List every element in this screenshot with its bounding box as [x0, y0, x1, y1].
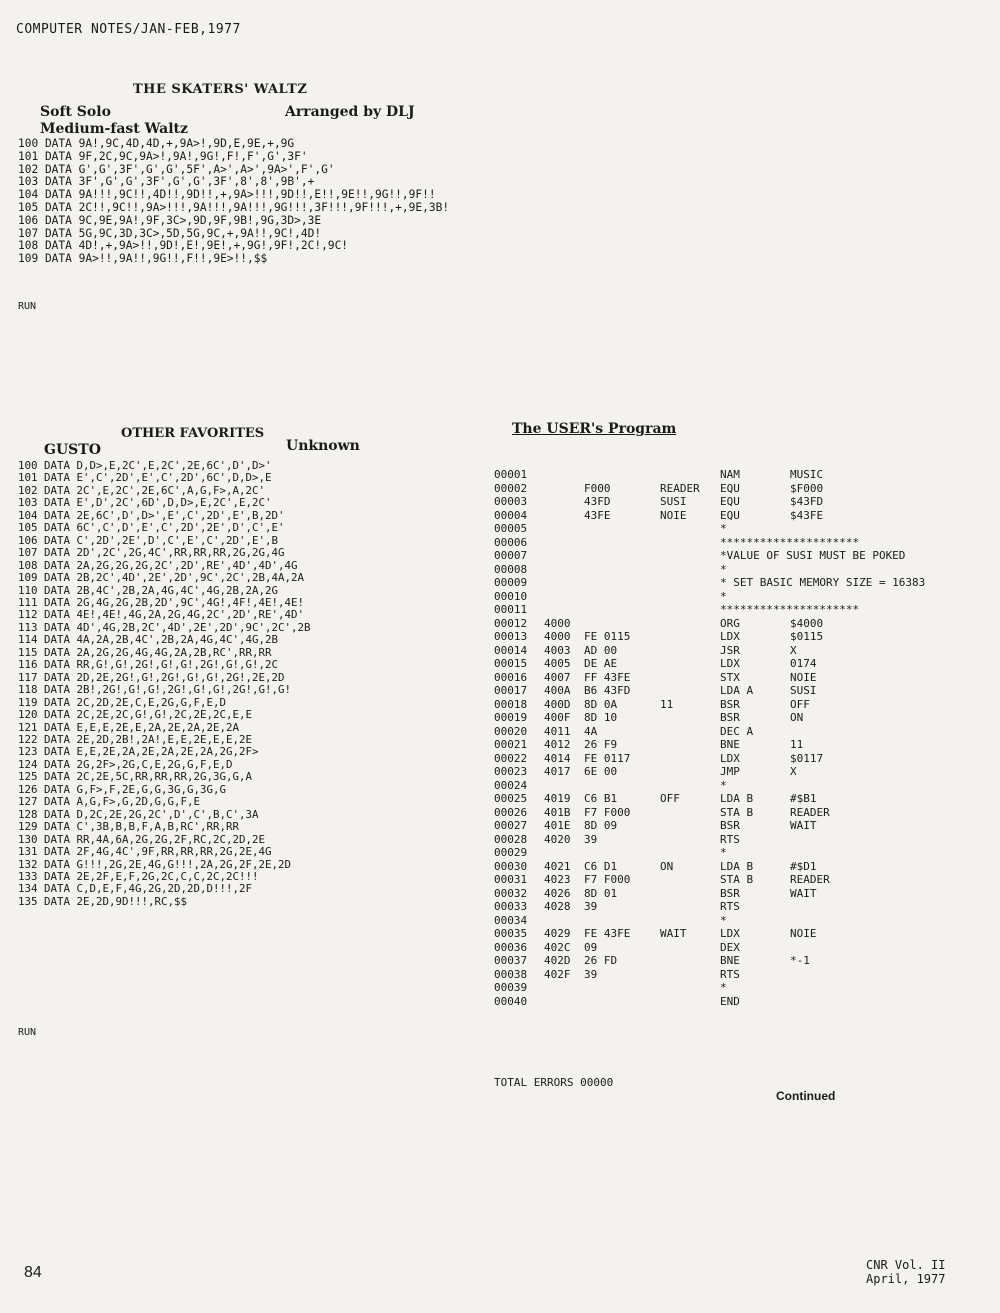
waltz-run-command: RUN — [18, 301, 37, 312]
label: ON — [660, 859, 674, 873]
code-line: 134 DATA C,D,E,F,4G,2G,2D,2D,D!!!,2F — [18, 882, 253, 896]
mnemonic: * — [720, 522, 727, 535]
address: 4011 — [544, 724, 571, 738]
code-line: 109 DATA 9A>!!,9A!!,9G!!,F!!,9E>!!,$$ — [18, 252, 268, 266]
address: 4019 — [544, 792, 571, 805]
page-number: 84 — [24, 1264, 42, 1281]
code-line: 127 DATA A,G,F>,G,2D,G,G,F,E — [18, 795, 201, 809]
address: 4000 — [544, 616, 571, 630]
code-line: 107 DATA 5G,9C,3D,3C>,5D,5G,9C,+,9A!!,9C!,4D! — [18, 226, 322, 240]
line-number: 00026 — [494, 805, 528, 819]
page-header: COMPUTER NOTES/JAN-FEB,1977 — [16, 22, 241, 37]
code-line: 108 DATA 4D!,+,9A>!!,9D!,E!,9E!,+,9G!,9F!,2C!,9C! — [18, 239, 349, 253]
continued-label: Continued — [776, 1089, 836, 1103]
mnemonic: BNE — [720, 954, 740, 967]
gusto-label: GUSTO — [44, 442, 101, 458]
code-line: 133 DATA 2E,2F,E,F,2G,2C,C,C,2C,2C!!! — [18, 869, 259, 883]
other-favorites-title: OTHER FAVORITES — [121, 426, 265, 441]
code-line: 135 DATA 2E,2D,9D!!!,RC,$$ — [18, 894, 188, 908]
line-number: 00033 — [494, 900, 528, 913]
line-number: 00027 — [494, 819, 528, 832]
code-line: 110 DATA 2B,4C',2B,2A,4G,4C',4G,2B,2A,2G — [18, 583, 279, 597]
operand: $0115 — [790, 630, 824, 643]
code-line: 124 DATA 2G,2F>,2G,C,E,2G,G,F,E,D — [18, 757, 233, 771]
address: 402C — [544, 940, 571, 954]
line-number: 00025 — [494, 792, 528, 805]
operand: 0174 — [790, 657, 817, 670]
mnemonic: * — [720, 589, 727, 603]
code-line: 119 DATA 2C,2D,2E,C,E,2G,G,F,E,D — [18, 695, 227, 709]
mnemonic: BNE — [720, 738, 740, 751]
code-line: 102 DATA G',G',3F',G',G',5F',A>',A>',9A>',F',G' — [18, 162, 335, 176]
line-number: 00029 — [494, 846, 528, 859]
opcode: FE 0115 — [584, 630, 631, 643]
line-number: 00013 — [494, 630, 528, 643]
address: 402F — [544, 967, 571, 981]
code-line: 101 DATA 9F,2C,9C,9A>!,9A!,9G!,F!,F',G',3F' — [18, 149, 308, 163]
mnemonic: * — [720, 981, 727, 994]
code-line: 125 DATA 2C,2E,5C,RR,RR,RR,2G,3G,G,A — [18, 770, 253, 784]
code-line: 112 DATA 4E!,4E!,4G,2A,2G,4G,2C',2D',RE',4D' — [18, 608, 305, 622]
mnemonic: RTS — [720, 900, 740, 913]
line-number: 00012 — [494, 616, 528, 630]
mnemonic: EQU — [720, 495, 740, 508]
line-number: 00021 — [494, 738, 528, 751]
line-number: 00002 — [494, 481, 528, 495]
mnemonic: BSR — [720, 819, 740, 832]
operand: $4000 — [790, 616, 824, 630]
operand: WAIT — [790, 819, 817, 832]
mnemonic: EQU — [720, 481, 740, 495]
mnemonic: LDA B — [720, 859, 754, 873]
address: 400D — [544, 697, 571, 711]
mnemonic: ********************* — [720, 603, 860, 616]
line-number: 00001 — [494, 468, 528, 481]
operand: #$B1 — [790, 792, 817, 805]
operand: $43FD — [790, 495, 824, 508]
line-number: 00030 — [494, 859, 528, 873]
waltz-arranged-by: Arranged by DLJ — [285, 104, 415, 120]
address: 4003 — [544, 643, 571, 657]
total-errors: TOTAL ERRORS 00000 — [494, 1076, 614, 1089]
issue-date: April, 1977 — [866, 1272, 946, 1286]
line-number: 00005 — [494, 522, 528, 535]
mnemonic: STX — [720, 670, 740, 684]
operand: $F000 — [790, 481, 824, 495]
code-line: 104 DATA 9A!!!,9C!!,4D!!,9D!!,+,9A>!!!,9D!!,E!!,9E!!,9G!!,9F!! — [18, 188, 436, 202]
mnemonic: ORG — [720, 616, 740, 630]
mnemonic: * SET BASIC MEMORY SIZE = 16383 — [720, 576, 926, 589]
line-number: 00023 — [494, 765, 528, 778]
opcode: F7 F000 — [584, 873, 631, 886]
code-line: 116 DATA RR,G!,G!,2G!,G!,G!,2G!,G!,G!,2C — [18, 658, 279, 672]
mnemonic: LDX — [720, 657, 740, 670]
line-number: 00040 — [494, 994, 528, 1008]
opcode: FF 43FE — [584, 670, 631, 684]
code-line: 132 DATA G!!!,2G,2E,4G,G!!!,2A,2G,2F,2E,2D — [18, 857, 292, 871]
line-number: 00019 — [494, 711, 528, 724]
line-number: 00016 — [494, 670, 528, 684]
line-number: 00008 — [494, 562, 528, 576]
code-line: 130 DATA RR,4A,6A,2G,2G,2F,RC,2C,2D,2E — [18, 832, 266, 846]
code-line: 121 DATA E,E,E,2E,E,2A,2E,2A,2E,2A — [18, 720, 240, 734]
opcode: FE 0117 — [584, 751, 631, 765]
line-number: 00037 — [494, 954, 528, 967]
address: 401B — [544, 805, 571, 819]
code-line: 115 DATA 2A,2G,2G,4G,4G,2A,2B,RC',RR,RR — [18, 645, 272, 659]
opcode: 26 FD — [584, 954, 618, 967]
operand: 11 — [790, 738, 804, 751]
line-number: 00020 — [494, 724, 528, 738]
line-number: 00017 — [494, 684, 528, 697]
opcode: 09 — [584, 940, 598, 954]
address: 401E — [544, 819, 571, 832]
waltz-subtitle-soft-solo: Soft Solo — [40, 104, 111, 120]
code-line: 105 DATA 6C',C',D',E',C',2D',2E',D',C',E' — [18, 521, 285, 535]
waltz-subtitle-tempo: Medium-fast Waltz — [40, 121, 188, 137]
mnemonic: BSR — [720, 886, 740, 900]
code-line: 120 DATA 2C,2E,2C,G!,G!,2C,2E,2C,E,E — [18, 708, 253, 722]
code-line: 108 DATA 2A,2G,2G,2G,2C',2D',RE',4D',4D',4G — [18, 558, 298, 572]
line-number: 00032 — [494, 886, 528, 900]
opcode: 43FD — [584, 495, 611, 508]
code-line: 123 DATA E,E,2E,2A,2E,2A,2E,2A,2G,2F> — [18, 745, 259, 759]
address: 4007 — [544, 670, 571, 684]
code-line: 126 DATA G,F>,F,2E,G,G,3G,G,3G,G — [18, 782, 227, 796]
mnemonic: LDA B — [720, 792, 754, 805]
code-line: 107 DATA 2D',2C',2G,4C',RR,RR,RR,2G,2G,4G — [18, 546, 285, 560]
code-line: 103 DATA 3F',G',G',3F',G',G',3F',8',8',9B',+ — [18, 175, 315, 189]
opcode: 43FE — [584, 508, 611, 522]
mnemonic: RTS — [720, 967, 740, 981]
operand: X — [790, 765, 797, 778]
code-line: 118 DATA 2B!,2G!,G!,G!,2G!,G!,G!,2G!,G!,G! — [18, 683, 292, 697]
address: 4028 — [544, 900, 571, 913]
operand: NOIE — [790, 670, 817, 684]
operand: *-1 — [790, 954, 810, 967]
label: 11 — [660, 697, 674, 711]
user-program-title: The USER's Program — [512, 421, 677, 437]
code-line: 114 DATA 4A,2A,2B,4C',2B,2A,4G,4C',4G,2B — [18, 633, 279, 647]
line-number: 00006 — [494, 535, 528, 549]
line-number: 00036 — [494, 940, 528, 954]
mnemonic: JMP — [720, 765, 740, 778]
operand: NOIE — [790, 927, 817, 940]
code-line: 113 DATA 4D',4G,2B,2C',4D',2E',2D',9C',2C',2B — [18, 620, 311, 634]
line-number: 00011 — [494, 603, 528, 616]
mnemonic: END — [720, 994, 740, 1008]
address: 400A — [544, 684, 571, 697]
code-line: 131 DATA 2F,4G,4C',9F,RR,RR,RR,2G,2E,4G — [18, 845, 272, 859]
operand: $43FE — [790, 508, 824, 522]
mnemonic: RTS — [720, 832, 740, 846]
line-number: 00018 — [494, 697, 528, 711]
opcode: B6 43FD — [584, 684, 631, 697]
label: NOIE — [660, 508, 687, 522]
address: 400F — [544, 711, 571, 724]
label: READER — [660, 481, 700, 495]
opcode: 39 — [584, 967, 598, 981]
opcode: 8D 10 — [584, 711, 618, 724]
address: 4000 — [544, 630, 571, 643]
address: 4020 — [544, 832, 571, 846]
line-number: 00031 — [494, 873, 528, 886]
unknown-label: Unknown — [286, 438, 360, 454]
opcode: 8D 0A — [584, 697, 618, 711]
line-number: 00004 — [494, 508, 528, 522]
line-number: 00003 — [494, 495, 528, 508]
opcode: 26 F9 — [584, 738, 618, 751]
code-line: 100 DATA D,D>,E,2C',E,2C',2E,6C',D',D>' — [18, 459, 272, 472]
code-line: 109 DATA 2B,2C',4D',2E',2D',9C',2C',2B,4A,2A — [18, 571, 305, 585]
address: 4023 — [544, 873, 571, 886]
line-number: 00007 — [494, 549, 528, 562]
opcode: C6 B1 — [584, 792, 618, 805]
opcode: F000 — [584, 481, 611, 495]
address: 402D — [544, 954, 571, 967]
line-number: 00038 — [494, 967, 528, 981]
line-number: 00035 — [494, 927, 528, 940]
mnemonic: ********************* — [720, 535, 860, 549]
code-line: 102 DATA 2C',E,2C',2E,6C',A,G,F>,A,2C' — [18, 483, 266, 497]
mnemonic: STA B — [720, 873, 754, 886]
mnemonic: JSR — [720, 643, 740, 657]
code-line: 129 DATA C',3B,B,B,F,A,B,RC',RR,RR — [18, 820, 240, 834]
operand: OFF — [790, 697, 810, 711]
address: 4029 — [544, 927, 571, 940]
address: 4014 — [544, 751, 571, 765]
opcode: 39 — [584, 900, 598, 913]
code-line: 106 DATA C',2D',2E',D',C',E',C',2D',E',B — [18, 533, 279, 547]
address: 4012 — [544, 738, 571, 751]
mnemonic: BSR — [720, 711, 740, 724]
mnemonic: LDA A — [720, 684, 754, 697]
volume-label: CNR Vol. II — [866, 1258, 946, 1272]
operand: SUSI — [790, 684, 817, 697]
operand: ON — [790, 711, 804, 724]
code-line: 104 DATA 2E,6C',D',D>',E',C',2D',E',B,2D' — [18, 508, 285, 522]
code-line: 117 DATA 2D,2E,2G!,G!,2G!,G!,G!,2G!,2E,2D — [18, 670, 285, 684]
mnemonic: DEC A — [720, 724, 754, 738]
operand: WAIT — [790, 886, 817, 900]
mnemonic: LDX — [720, 630, 740, 643]
line-number: 00024 — [494, 778, 528, 792]
mnemonic: STA B — [720, 805, 754, 819]
mnemonic: *VALUE OF SUSI MUST BE POKED — [720, 549, 906, 562]
operand: READER — [790, 873, 830, 886]
code-line: 100 DATA 9A!,9C,4D,4D,+,9A>!,9D,E,9E,+,9G — [18, 137, 295, 150]
line-number: 00015 — [494, 657, 528, 670]
opcode: F7 F000 — [584, 805, 631, 819]
operand: $0117 — [790, 751, 824, 765]
mnemonic: EQU — [720, 508, 740, 522]
address: 4021 — [544, 859, 571, 873]
line-number: 00009 — [494, 576, 528, 589]
code-line: 101 DATA E',C',2D',E',C',2D',6C',D,D>,E — [18, 471, 272, 485]
mnemonic: * — [720, 913, 727, 927]
operand: MUSIC — [790, 468, 824, 481]
mnemonic: * — [720, 846, 727, 859]
opcode: 6E 00 — [584, 765, 618, 778]
opcode: C6 D1 — [584, 859, 618, 873]
code-line: 103 DATA E',D',2C',6D',D,D>,E,2C',E,2C' — [18, 496, 272, 510]
mnemonic: LDX — [720, 751, 740, 765]
operand: #$D1 — [790, 859, 817, 873]
label: WAIT — [660, 927, 687, 940]
opcode: 8D 09 — [584, 819, 618, 832]
line-number: 00010 — [494, 589, 528, 603]
opcode: 39 — [584, 832, 598, 846]
line-number: 00022 — [494, 751, 528, 765]
line-number: 00028 — [494, 832, 528, 846]
opcode: 4A — [584, 724, 598, 738]
mnemonic: * — [720, 778, 727, 792]
address: 4005 — [544, 657, 571, 670]
operand: READER — [790, 805, 830, 819]
volume-info — [866, 1258, 945, 1286]
label: SUSI — [660, 495, 687, 508]
gusto-run-command: RUN — [18, 1027, 37, 1038]
code-line: 128 DATA D,2C,2E,2G,2C',D',C',B,C',3A — [18, 807, 259, 821]
opcode: DE AE — [584, 657, 618, 670]
address: 4017 — [544, 765, 571, 778]
operand: X — [790, 643, 797, 657]
line-number: 00014 — [494, 643, 528, 657]
code-line: 106 DATA 9C,9E,9A!,9F,3C>,9D,9F,9B!,9G,3D>,3E — [18, 213, 322, 227]
gusto-code-listing — [18, 460, 311, 908]
code-line: 122 DATA 2E,2D,2B!,2A!,E,E,2E,E,E,2E — [18, 732, 253, 746]
mnemonic: NAM — [720, 468, 740, 481]
mnemonic: * — [720, 562, 727, 576]
address: 4026 — [544, 886, 571, 900]
waltz-code-listing — [18, 138, 449, 266]
mnemonic: DEX — [720, 940, 740, 954]
label: OFF — [660, 792, 680, 805]
code-line: 105 DATA 2C!!,9C!!,9A>!!!,9A!!!,9A!!!,9G!!!,3F!!!,9F!!!,+,9E,3B! — [18, 200, 450, 214]
opcode: FE 43FE — [584, 927, 631, 940]
mnemonic: BSR — [720, 697, 740, 711]
opcode: AD 00 — [584, 643, 618, 657]
opcode: 8D 01 — [584, 886, 618, 900]
code-line: 111 DATA 2G,4G,2G,2B,2D',9C',4G!,4F!,4E!,4E! — [18, 595, 305, 609]
mnemonic: LDX — [720, 927, 740, 940]
line-number: 00039 — [494, 981, 528, 994]
waltz-title: THE SKATERS' WALTZ — [133, 82, 308, 97]
line-number: 00034 — [494, 913, 528, 927]
